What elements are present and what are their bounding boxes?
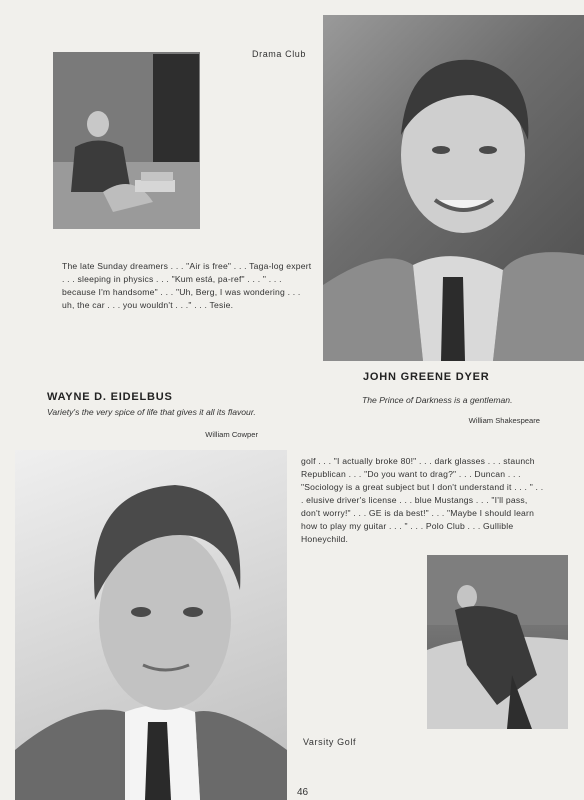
eidelbus-quote: Variety's the very spice of life that gives it all its flavour. [47,407,256,417]
drama-club-photo [53,52,200,229]
eidelbus-quote-attribution: William Cowper [205,430,258,439]
eidelbus-name: WAYNE D. EIDELBUS [47,391,173,403]
varsity-golf-photo [427,555,568,729]
page-number: 46 [297,787,309,798]
varsity-golf-caption: Varsity Golf [303,737,357,747]
dyer-quote: The Prince of Darkness is a gentleman. [362,395,513,405]
drama-club-caption: Drama Club [252,49,307,59]
dyer-quote-attribution: William Shakespeare [468,416,540,425]
dyer-biography-text: golf . . . "I actually broke 80!" . . . dark glasses . . . staunch Republican . . . "Do you want to drag?" . . . Duncan . . . "Sociology is a great subject but I don't understand it . . . " . . . elusive driver's license . . . blue Mustangs . . . "I'll pass, don't worry!" . . . GE is da best!" . . . "Maybe I should learn how to play my guitar . . . " . . . Polo Club . . . Gullible Honeychild. [301,456,544,544]
john-dyer-portrait [323,15,584,361]
eidelbus-biography-text: The late Sunday dreamers . . . "Air is free" . . . Taga-log expert . . . sleeping in physics . . . "Kum está, pa-ref" . . . " . . . because I'm handsome" . . . "Uh, Berg, I was wondering . . . uh, the car . . . you wouldn't . . ." . . . Tesie. [62,261,312,310]
wayne-eidelbus-portrait [15,450,287,800]
dyer-name: JOHN GREENE DYER [363,371,490,383]
